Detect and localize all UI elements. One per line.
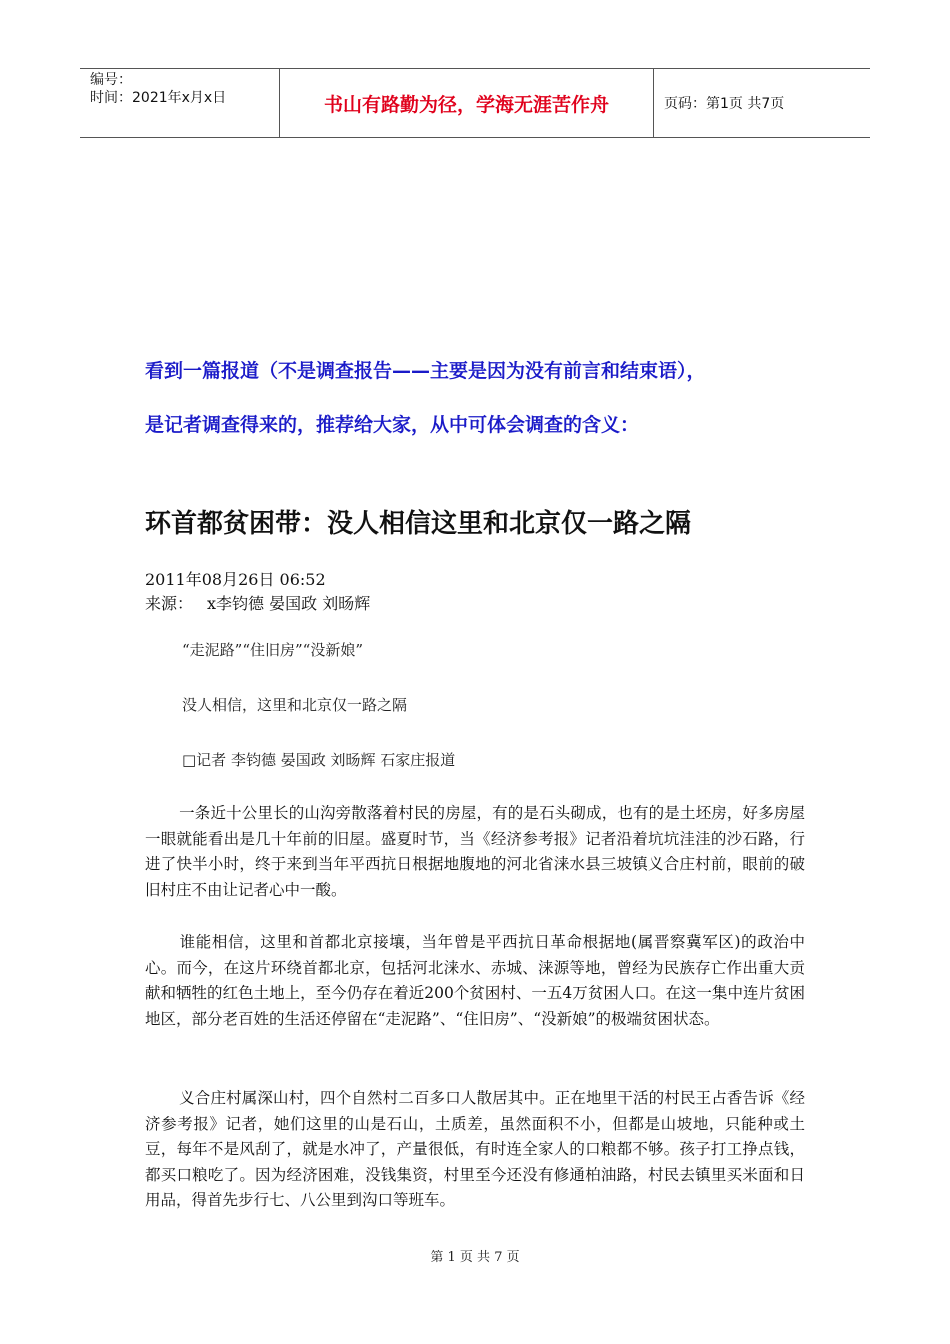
- article-source: [145, 592, 370, 616]
- article-datetime: 2011年08月26日 06:52: [145, 570, 326, 589]
- source-label: 来源：: [145, 594, 194, 613]
- time-label: 时间：2021年x月x日: [90, 90, 227, 106]
- article-paragraph-2: 谁能相信，这里和首都北京接壤，当年曾是平西抗日革命根据地(属晋察冀军区)的政治中心。而今，在这片环绕首都北京，包括河北涞水、赤城、涞源等地，曾经为民族存亡作出重大贡献和牺牲的红色土地上，至今仍存在着近200个贫困村、一五4万贫困人口。在这一集中连片贫困地区，部分老百姓的生活还停留在“走泥路”、“住旧房”、“没新娘”的极端贫困状态。: [145, 933, 805, 1028]
- number-label: 编号：: [90, 72, 132, 88]
- article-subhead-2: 没人相信，这里和北京仅一路之隔: [182, 696, 408, 714]
- header-motto: 书山有路勤为径，学海无涯苦作舟: [280, 69, 654, 137]
- article-authors: x李钧德 晏国政 刘旸辉: [207, 594, 371, 613]
- article-meta: [145, 568, 370, 616]
- article-byline: □记者 李钧德 晏国政 刘旸辉 石家庄报道: [182, 751, 456, 769]
- intro-line-2: 是记者调查得来的，推荐给大家，从中可体会调查的含义：: [145, 414, 640, 436]
- document-header: [80, 68, 870, 138]
- article-title: 环首都贫困带：没人相信这里和北京仅一路之隔: [145, 509, 692, 539]
- intro-line-1: 看到一篇报道（不是调查报告——主要是因为没有前言和结束语），: [145, 360, 706, 382]
- page-footer: 第 1 页 共 7 页: [430, 1250, 520, 1265]
- intro-note: [145, 357, 845, 465]
- article-paragraph-1: 一条近十公里长的山沟旁散落着村民的房屋，有的是石头砌成，也有的是土坯房，好多房屋一眼就能看出是几十年前的旧屋。盛夏时节，当《经济参考报》记者沿着坑坑洼洼的沙石路，行进了快半小时，终于来到当年平西抗日根据地腹地的河北省涞水县三坡镇义合庄村前，眼前的破旧村庄不由让记者心中一酸。: [145, 804, 805, 899]
- article-paragraph-3: 义合庄村属深山村，四个自然村二百多口人散居其中。正在地里干活的村民王占香告诉《经济参考报》记者，她们这里的山是石山，土质差，虽然面积不小，但都是山坡地，只能种或土豆，每年不是风刮了，就是水冲了，产量很低，有时连全家人的口粮都不够。孩子打工挣点钱，都买口粮吃了。因为经济困难，没钱集资，村里至今还没有修通柏油路，村民去镇里买米面和日用品，得首先步行七、八公里到沟口等班车。: [145, 1089, 805, 1209]
- header-page-code: 页码：第1页 共7页: [664, 96, 785, 112]
- header-info: [80, 69, 280, 137]
- article-subhead-1: “走泥路”“住旧房”“没新娘”: [182, 641, 364, 659]
